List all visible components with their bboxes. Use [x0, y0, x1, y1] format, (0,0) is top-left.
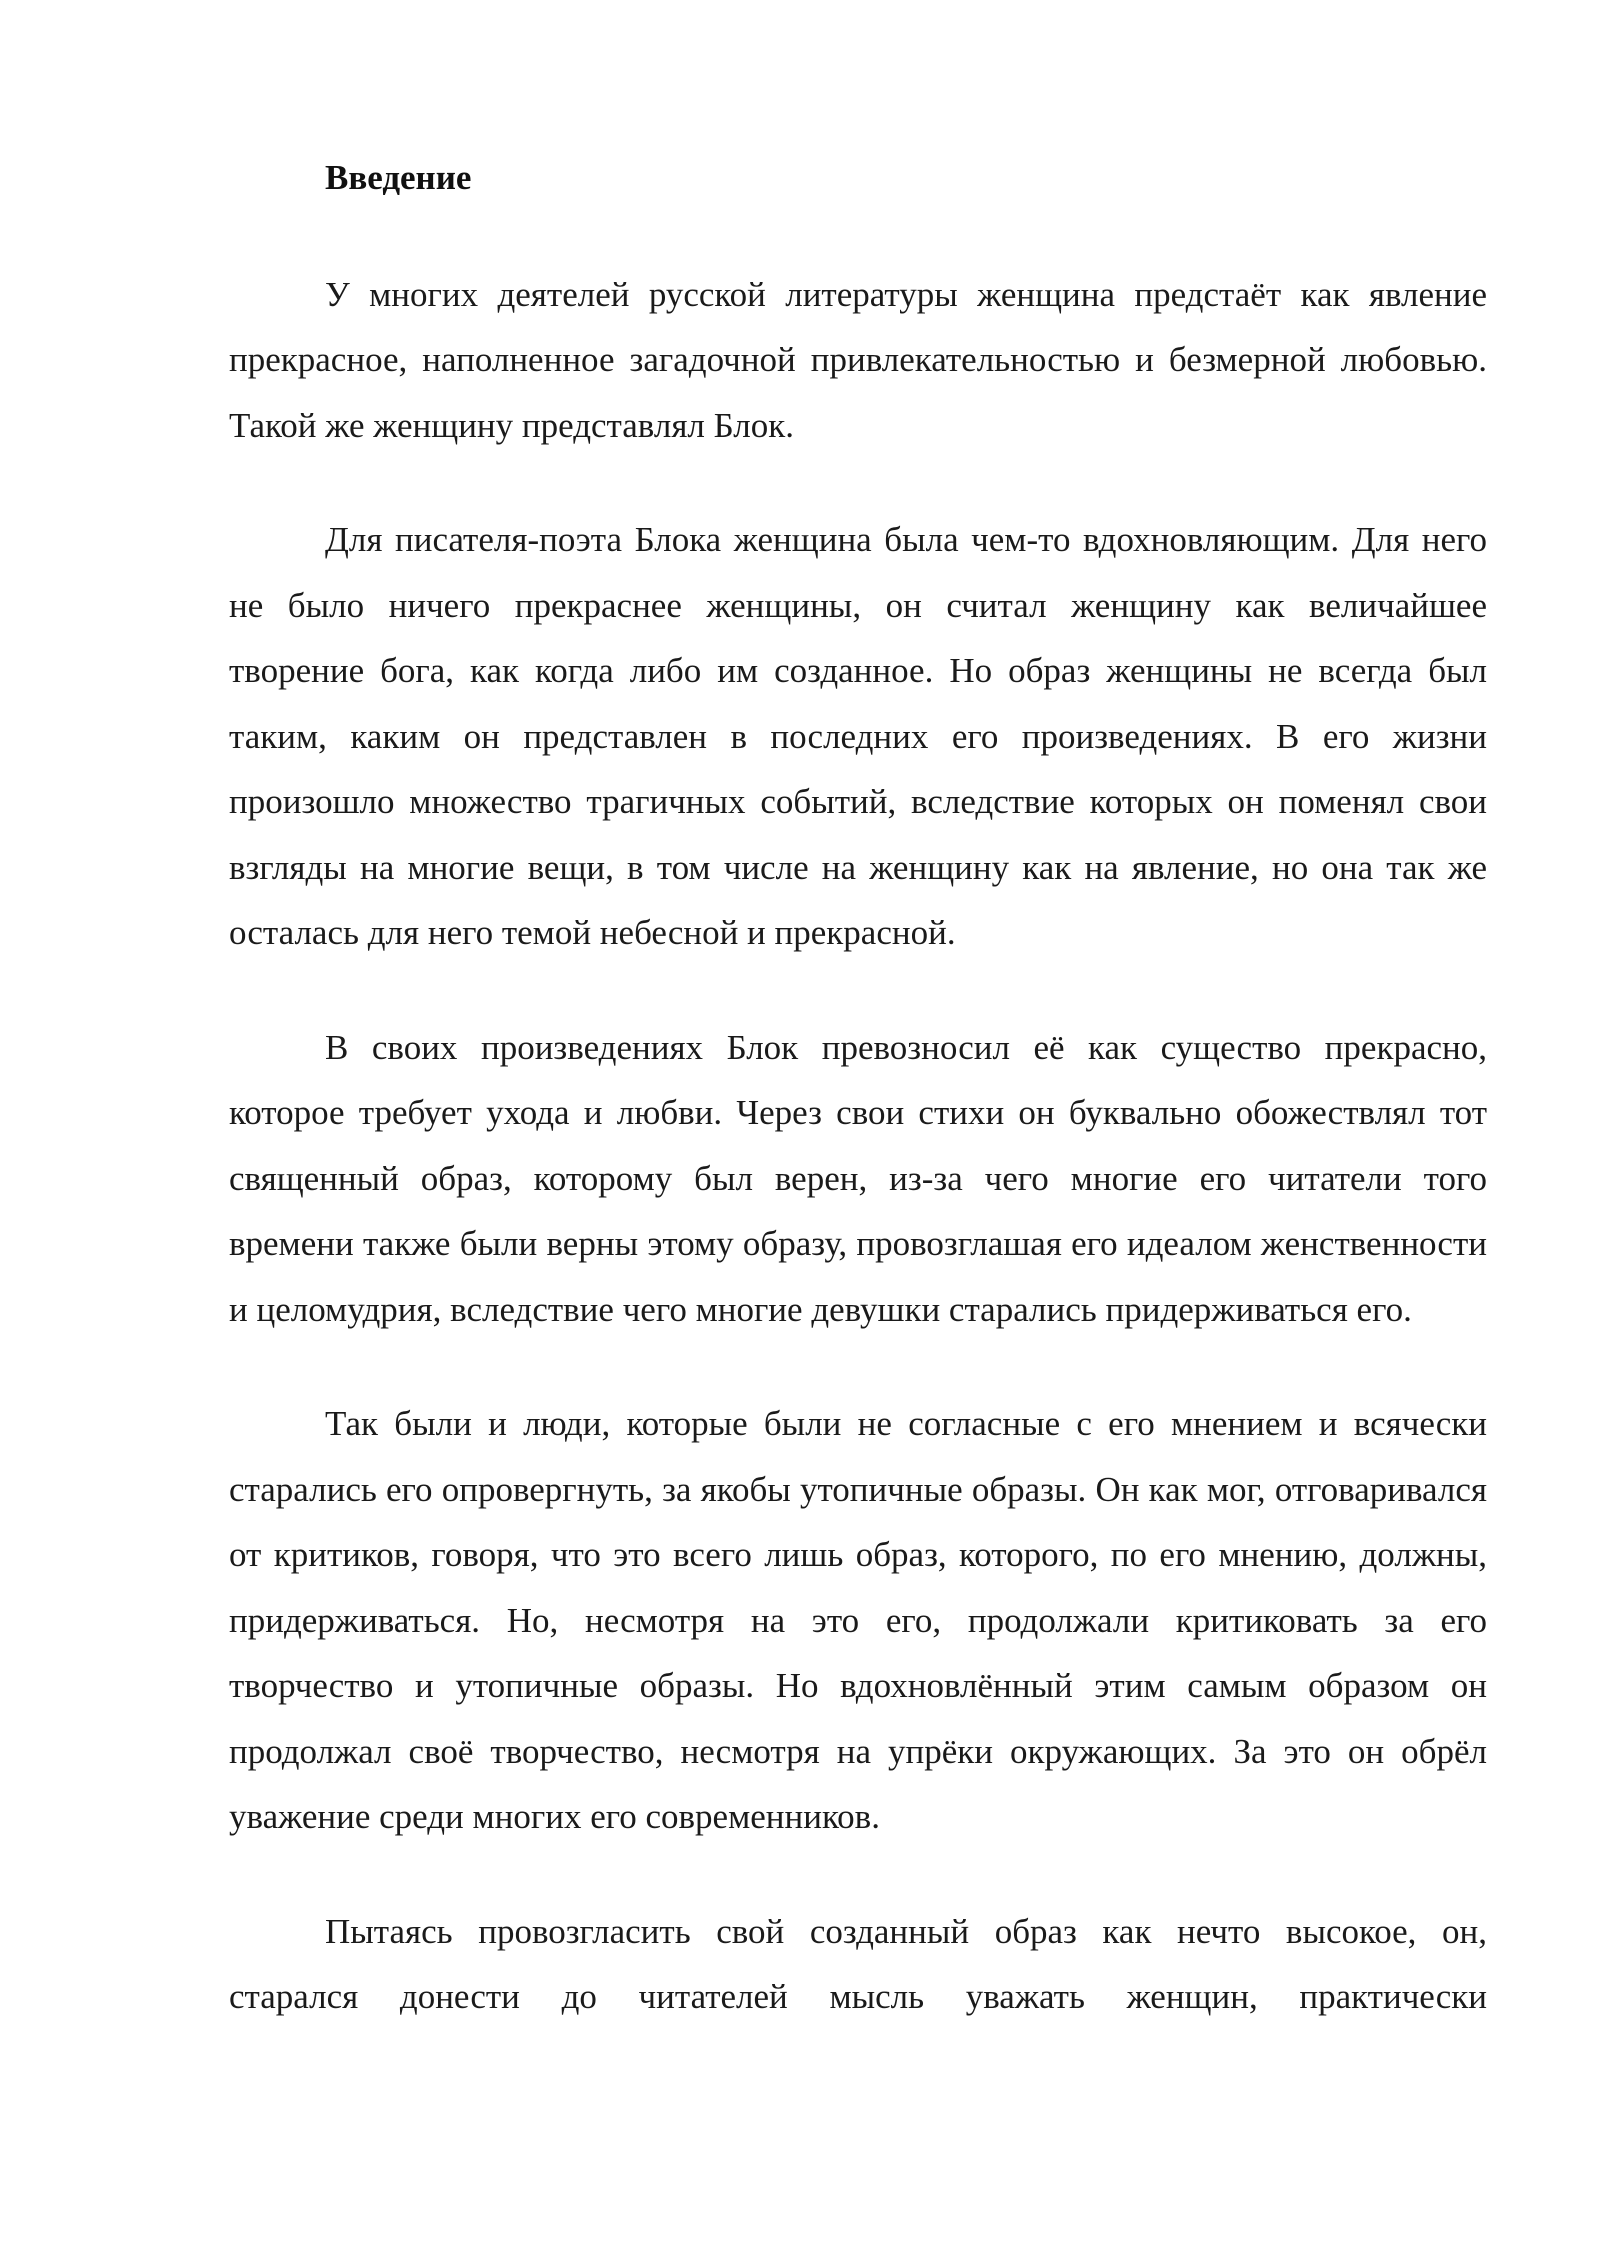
paragraph-4: Так были и люди, которые были не согласные с его мнением и всячески старались его опровергнуть, за якобы утопичные образы. Он как мог, отговаривался от критиков, говоря, что это всего лишь образ, которого, по его мнению, должны, придерживаться. Но, несмотря на это его, продолжали критиковать за его творчество и утопичные образы. Но вдохновлённый этим самым образом он продолжал своё творчество, несмотря на упрёки окружающих. За это он обрёл уважение среди многих его современников.: [229, 1404, 1487, 1836]
paragraph-1: У многих деятелей русской литературы женщина предстаёт как явление прекрасное, наполненное загадочной привлекательностью и безмерной любовью. Такой же женщину представлял Блок.: [229, 274, 1487, 445]
paragraph-2: Для писателя-поэта Блока женщина была чем-то вдохновляющим. Для него не было ничего прекраснее женщины, он считал женщину как величайшее творение бога, как когда либо им созданное. Но образ женщины не всегда был таким, каким он представлен в последних его произведениях. В его жизни произошло множество трагичных событий, вследствие которых он поменял свои взгляды на многие вещи, в том числе на женщину как на явление, но она так же осталась для него темой небесной и прекрасной.: [229, 520, 1487, 952]
paragraph-5: Пытаясь провозгласить свой созданный образ как нечто высокое, он, старался донести до читателей мысль уважать женщин, практически: [229, 1911, 1487, 2016]
paragraph-3: В своих произведениях Блок превозносил её как существо прекрасно, которое требует ухода и любви. Через свои стихи он буквально обожествлял тот священный образ, которому был верен, из-за чего многие его читатели того времени также были верны этому образу, провозглашая его идеалом женственности и целомудрия, вследствие чего многие девушки старались придерживаться его.: [229, 1027, 1487, 1329]
section-heading: Введение: [325, 158, 472, 197]
document-body: [229, 145, 1487, 2030]
